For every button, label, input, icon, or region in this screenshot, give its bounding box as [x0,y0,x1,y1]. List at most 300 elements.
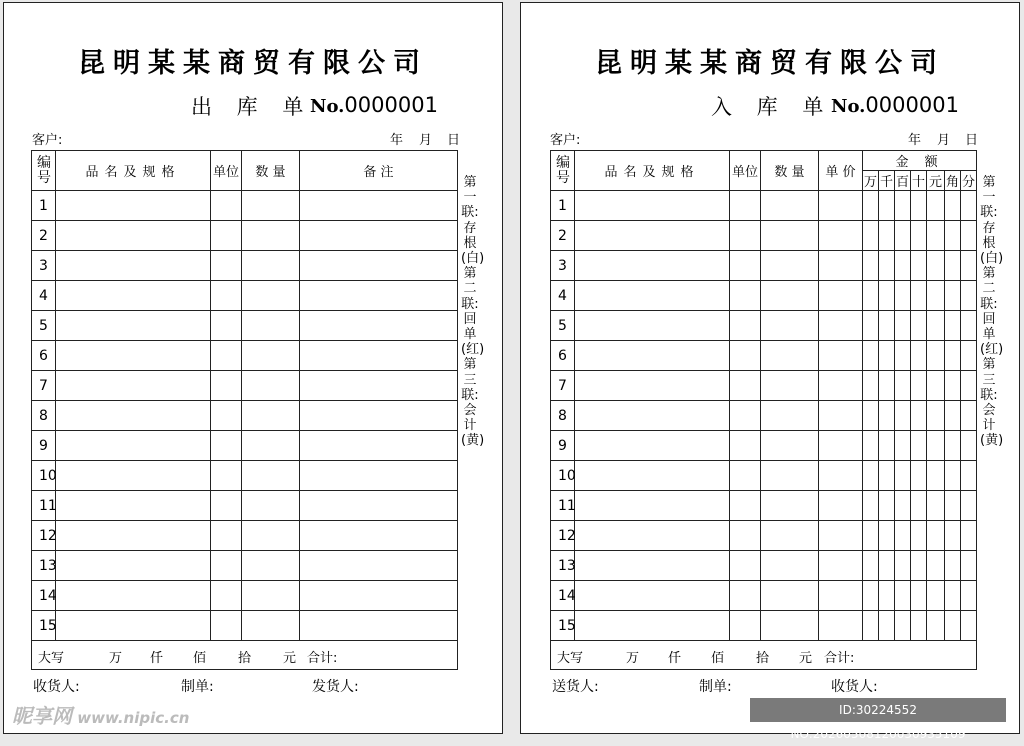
outbound-form-sheet [3,2,503,734]
table-cell [575,191,730,221]
table-cell [863,311,879,341]
customer-label: 客户: [550,133,581,148]
document-number-value: 0000001 [865,93,959,117]
table-cell [56,551,211,581]
table-cell [945,431,961,461]
row-number: 8 [32,401,56,431]
daxie-shi: 拾 [238,651,252,666]
table-cell [879,221,895,251]
table-cell [211,491,242,521]
table-cell [242,311,300,341]
header-unit: 单位 [211,151,242,191]
table-cell [879,551,895,581]
table-cell [911,281,927,311]
header-quantity: 数 量 [761,151,819,191]
table-cell [863,221,879,251]
row-number: 6 [551,341,575,371]
row-number: 7 [32,371,56,401]
table-cell [945,221,961,251]
table-row [32,581,458,611]
table-row [551,521,977,551]
table-cell [879,311,895,341]
table-row [32,611,458,641]
row-number: 10 [551,461,575,491]
table-cell [911,551,927,581]
table-cell [300,521,458,551]
table-cell [56,461,211,491]
table-cell [300,191,458,221]
table-cell [895,221,911,251]
table-cell [863,461,879,491]
row-number: 1 [32,191,56,221]
table-cell [761,461,819,491]
table-cell [56,491,211,521]
amount-digit-header: 十 [911,171,927,191]
table-row [551,251,977,281]
table-cell [945,551,961,581]
table-cell [895,431,911,461]
table-cell [575,341,730,371]
table-cell [300,551,458,581]
table-cell [242,281,300,311]
table-cell [730,611,761,641]
form-title: 入 库 单 [711,95,833,119]
table-cell [211,521,242,551]
daxie-yuan: 元 [283,651,297,666]
table-cell [730,401,761,431]
table-cell [761,371,819,401]
table-cell [575,311,730,341]
maker-label: 制单: [181,679,214,695]
table-cell [927,611,945,641]
table-cell [895,551,911,581]
table-cell [575,491,730,521]
row-number: 7 [551,371,575,401]
table-cell [911,221,927,251]
table-cell [761,341,819,371]
document-number [310,93,438,117]
table-row [551,401,977,431]
table-cell [819,461,863,491]
table-cell [211,191,242,221]
table-cell [911,431,927,461]
table-cell [879,491,895,521]
row-number: 4 [551,281,575,311]
table-cell [300,251,458,281]
table-cell [911,251,927,281]
table-cell [730,551,761,581]
table-cell [211,401,242,431]
header-serial [32,151,56,191]
table-row [32,461,458,491]
table-cell [819,221,863,251]
row-number: 1 [551,191,575,221]
company-name: 昆明某某商贸有限公司 [78,48,428,79]
row-number: 15 [551,611,575,641]
sender-label: 发货人: [312,679,359,695]
table-cell [927,521,945,551]
table-cell [300,221,458,251]
table-cell [961,581,977,611]
company-name: 昆明某某商贸有限公司 [595,48,945,79]
table-row [551,581,977,611]
table-cell [945,341,961,371]
table-cell [879,611,895,641]
table-cell [242,461,300,491]
watermark-url: www.nipic.cn [77,709,190,727]
daxie-bai: 佰 [193,651,207,666]
date-day-label: 日 [965,133,979,148]
table-cell [895,581,911,611]
table-cell [895,461,911,491]
customer-label: 客户: [32,133,63,148]
table-cell [879,521,895,551]
table-cell [761,491,819,521]
table-cell [575,521,730,551]
table-cell [895,191,911,221]
table-row [551,431,977,461]
table-cell [730,221,761,251]
table-cell [863,431,879,461]
table-cell [211,281,242,311]
table-cell [879,461,895,491]
table-cell [819,281,863,311]
table-cell [575,251,730,281]
table-row [32,251,458,281]
table-row [32,431,458,461]
table-cell [300,611,458,641]
date-month-label: 月 [419,133,433,148]
table-cell [911,461,927,491]
table-row [32,551,458,581]
table-cell [761,611,819,641]
table-cell [879,581,895,611]
table-cell [927,281,945,311]
table-row [32,341,458,371]
table-cell [242,581,300,611]
table-cell [242,341,300,371]
header-serial-top: 编 [556,154,570,171]
table-cell [863,281,879,311]
row-number: 3 [32,251,56,281]
goods-table [31,150,458,670]
row-number: 5 [551,311,575,341]
table-cell [730,281,761,311]
table-cell [961,251,977,281]
header-quantity: 数 量 [242,151,300,191]
table-cell [961,371,977,401]
table-cell [56,371,211,401]
table-cell [879,341,895,371]
table-row [32,281,458,311]
table-cell [242,611,300,641]
table-cell [895,251,911,281]
table-cell [300,491,458,521]
date-year-label: 年 [390,133,404,148]
table-row [551,311,977,341]
row-number: 2 [32,221,56,251]
amount-digit-header: 万 [863,171,879,191]
table-cell [730,431,761,461]
row-number: 12 [32,521,56,551]
table-cell [927,581,945,611]
table-cell [945,371,961,401]
table-cell [211,431,242,461]
table-cell [863,341,879,371]
table-cell [911,371,927,401]
maker-label: 制单: [699,679,732,695]
table-cell [211,311,242,341]
table-cell [242,191,300,221]
table-cell [242,401,300,431]
table-cell [300,341,458,371]
table-cell [961,401,977,431]
table-cell [911,341,927,371]
table-cell [211,251,242,281]
watermark-brand: 昵享网 [12,704,72,728]
table-row [551,341,977,371]
table-cell [927,431,945,461]
table-cell [56,191,211,221]
copy-designation-text: 第一联:存根(白)第二联:回单(红)第三联:会计(黄) [980,175,1004,449]
table-row [551,371,977,401]
row-number: 2 [551,221,575,251]
table-cell [895,371,911,401]
table-cell [300,461,458,491]
table-cell [211,341,242,371]
daxie-cell [32,641,458,670]
table-cell [211,461,242,491]
row-number: 11 [551,491,575,521]
table-cell [819,551,863,581]
table-cell [56,311,211,341]
table-cell [895,491,911,521]
date-month-label: 月 [937,133,951,148]
table-cell [211,221,242,251]
table-cell [895,341,911,371]
table-cell [819,341,863,371]
table-cell [300,581,458,611]
row-number: 9 [551,431,575,461]
table-cell [730,521,761,551]
table-cell [863,491,879,521]
table-cell [945,281,961,311]
daxie-row [551,641,977,670]
table-cell [730,341,761,371]
table-cell [911,521,927,551]
table-cell [300,281,458,311]
table-cell [575,611,730,641]
row-number: 5 [32,311,56,341]
table-row [32,521,458,551]
header-name-spec: 品名及规格 [575,151,730,191]
table-row [551,461,977,491]
table-cell [56,611,211,641]
table-cell [575,461,730,491]
table-cell [961,191,977,221]
table-row [32,401,458,431]
table-row [551,221,977,251]
daxie-bai: 佰 [711,651,725,666]
table-cell [879,191,895,221]
table-cell [945,581,961,611]
receiver-label: 收货人: [33,679,80,695]
table-cell [761,311,819,341]
table-cell [575,401,730,431]
table-cell [961,281,977,311]
row-number: 13 [32,551,56,581]
table-cell [927,551,945,581]
table-cell [242,221,300,251]
row-number: 8 [551,401,575,431]
table-cell [730,191,761,221]
table-cell [819,251,863,281]
table-cell [961,521,977,551]
table-cell [911,611,927,641]
amount-digit-header: 千 [879,171,895,191]
table-cell [945,251,961,281]
document-number-prefix: No. [310,96,345,117]
amount-digit-header: 分 [961,171,977,191]
table-row [551,191,977,221]
date-year-label: 年 [908,133,922,148]
amount-digit-header: 角 [945,171,961,191]
goods-table [550,150,977,670]
table-cell [895,521,911,551]
table-row [551,281,977,311]
table-cell [575,581,730,611]
table-cell [761,551,819,581]
daxie-yuan: 元 [799,651,813,666]
row-number: 14 [32,581,56,611]
table-cell [945,191,961,221]
table-header-row [32,151,458,191]
header-unit: 单位 [730,151,761,191]
table-row [32,191,458,221]
table-cell [56,521,211,551]
table-cell [56,281,211,311]
table-cell [300,311,458,341]
row-number: 9 [32,431,56,461]
table-cell [575,281,730,311]
table-cell [730,581,761,611]
header-serial-bottom: 号 [556,169,570,186]
table-cell [895,281,911,311]
table-cell [211,611,242,641]
row-number: 14 [551,581,575,611]
table-cell [863,251,879,281]
table-cell [300,371,458,401]
table-cell [961,221,977,251]
header-serial-bottom: 号 [37,169,51,186]
table-cell [945,521,961,551]
table-cell [819,371,863,401]
table-cell [961,491,977,521]
table-cell [730,311,761,341]
table-cell [761,581,819,611]
table-cell [761,281,819,311]
table-cell [863,401,879,431]
table-cell [879,401,895,431]
daxie-row [32,641,458,670]
table-cell [945,311,961,341]
table-cell [242,431,300,461]
table-cell [819,521,863,551]
table-cell [961,461,977,491]
row-number: 15 [32,611,56,641]
table-cell [819,401,863,431]
table-row [551,611,977,641]
table-cell [863,551,879,581]
header-remarks: 备 注 [300,151,458,191]
row-number: 6 [32,341,56,371]
table-cell [761,221,819,251]
header-amount: 金 额 [863,151,977,171]
date-day-label: 日 [447,133,461,148]
table-cell [575,551,730,581]
table-cell [911,191,927,221]
header-serial-top: 编 [37,154,51,171]
table-cell [242,521,300,551]
table-cell [945,401,961,431]
row-number: 12 [551,521,575,551]
table-cell [242,371,300,401]
row-number: 10 [32,461,56,491]
table-cell [945,461,961,491]
table-cell [242,251,300,281]
table-cell [879,281,895,311]
table-cell [761,431,819,461]
table-cell [242,551,300,581]
table-cell [895,311,911,341]
table-row [32,221,458,251]
table-cell [927,341,945,371]
table-cell [56,341,211,371]
table-row [32,371,458,401]
daxie-qian: 仟 [150,651,164,666]
table-cell [911,311,927,341]
table-cell [819,311,863,341]
table-cell [730,251,761,281]
table-cell [927,221,945,251]
table-row [551,491,977,521]
document-number-prefix: No. [831,96,866,117]
table-cell [927,491,945,521]
daxie-cell [551,641,977,670]
table-cell [879,431,895,461]
copy-designation-text: 第一联:存根(白)第二联:回单(红)第三联:会计(黄) [461,175,485,449]
table-cell [819,431,863,461]
table-cell [945,491,961,521]
daxie-shi: 拾 [756,651,770,666]
table-cell [211,551,242,581]
table-cell [211,371,242,401]
table-cell [945,611,961,641]
table-cell [863,371,879,401]
table-cell [56,401,211,431]
table-cell [819,491,863,521]
table-cell [56,581,211,611]
daxie-qian: 仟 [668,651,682,666]
table-cell [927,251,945,281]
header-unit-price: 单 价 [819,151,863,191]
inbound-form-sheet [520,2,1020,734]
table-cell [961,551,977,581]
table-cell [819,611,863,641]
receiver-label: 收货人: [831,679,878,695]
daxie-wan: 万 [109,651,123,666]
row-number: 13 [551,551,575,581]
